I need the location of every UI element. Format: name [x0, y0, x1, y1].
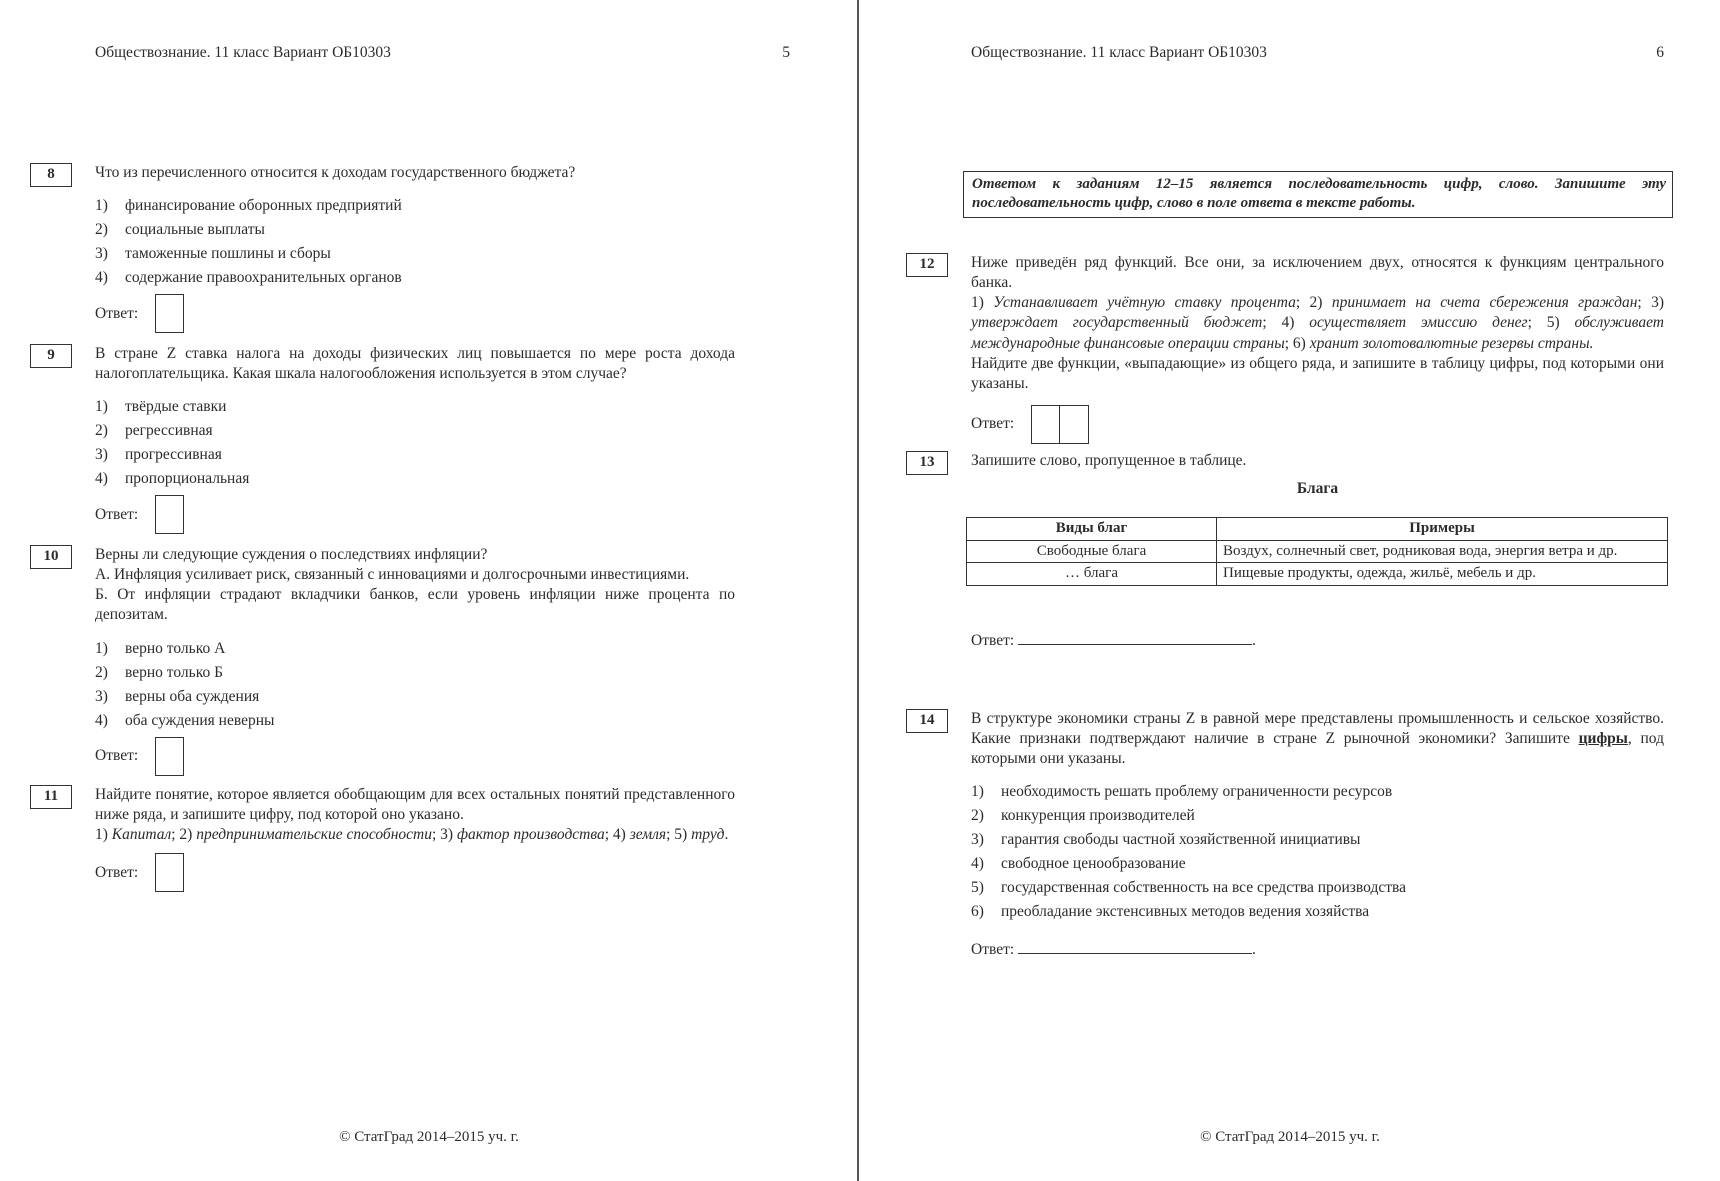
table-title: Блага	[1296, 480, 1339, 498]
task-number: 13	[906, 451, 948, 475]
option: 3) прогрессивная	[95, 446, 222, 464]
table-row	[967, 563, 1668, 586]
task-14	[919, 709, 1664, 961]
answer-box[interactable]	[155, 853, 184, 892]
page-footer: © СтатГрад 2014–2015 уч. г.	[339, 1129, 519, 1145]
answer-label: Ответ:	[95, 863, 139, 881]
instruction-note: Ответом к заданиям 12–15 является последовательность цифр, слово. Запишите эту последовательность цифр, слово в поле ответа в тексте работы.	[963, 171, 1673, 218]
functions-list: 1) Устанавливает учётную ставку процента; 2) принимает на счета сбережения граждан; 3) утверждает государственный бюджет; 4) осуществляет эмиссию денег; 5) обслуживает международные финансовые операции страны; 6) хранит золотовалютные резервы страны.	[971, 294, 1665, 352]
answer-label: Ответ:	[971, 415, 1015, 433]
option: 6) преобладание экстенсивных методов ведения хозяйства	[971, 903, 1370, 921]
table-cell: Свободные блага	[967, 540, 1217, 563]
option: 4) свободное ценообразование	[971, 855, 1186, 873]
task-8	[47, 163, 735, 333]
option: 3) таможенные пошлины и сборы	[95, 245, 331, 263]
option: 1) твёрдые ставки	[95, 398, 227, 416]
table-row	[967, 540, 1668, 563]
page-header	[95, 43, 790, 63]
answer-row	[95, 495, 735, 534]
question-text: Что из перечисленного относится к доходам государственного бюджета?	[95, 164, 576, 181]
answer-label: Ответ:	[971, 941, 1015, 959]
page-number: 6	[1656, 44, 1664, 61]
answer-line[interactable]	[1018, 631, 1252, 645]
task-11	[43, 785, 735, 892]
concept-list: 1) Капитал; 2) предпринимательские способности; 3) фактор производства; 4) земля; 5) труд.	[95, 826, 729, 844]
page-divider	[857, 0, 859, 1181]
option: 3) верны оба суждения	[95, 687, 260, 705]
option: 1) верно только А	[95, 639, 226, 657]
option: 4) содержание правоохранительных органов	[95, 269, 402, 287]
answer-box-2[interactable]	[1060, 405, 1089, 444]
answer-row	[95, 853, 735, 892]
question-text: В стране Z ставка налога на доходы физических лиц повышается по мере роста дохода налогоплательщика. Какая шкала налогообложения используется в этом случае?	[95, 345, 735, 383]
answer-box[interactable]	[155, 737, 184, 776]
question-text: Найдите понятие, которое является обобщающим для всех остальных понятий представленного ниже ряда, и запишите цифру, под которой оно указано.	[95, 786, 735, 824]
answer-line[interactable]	[1018, 940, 1252, 954]
answer-label: Ответ:	[95, 746, 139, 764]
page-footer: © СтатГрад 2014–2015 уч. г.	[1200, 1129, 1380, 1145]
question-text: В структуре экономики страны Z в равной мере представлены промышленность и сельское хозяйство. Какие признаки подтверждают наличие в стране Z рыночной экономики? Запишите цифры, под которыми они указаны.	[971, 710, 1664, 768]
option: 5) государственная собственность на все средства производства	[971, 879, 1406, 897]
answer-label: Ответ:	[95, 304, 139, 322]
answer-box[interactable]	[155, 294, 184, 333]
question-text: Верны ли следующие суждения о последствиях инфляции?	[95, 546, 488, 563]
task-9	[47, 344, 735, 534]
goods-table	[966, 517, 1668, 586]
answer-label: Ответ:	[95, 505, 139, 523]
option: 4) оба суждения неверны	[95, 711, 275, 729]
option: 3) гарантия свободы частной хозяйственной инициативы	[971, 831, 1361, 849]
task-number: 9	[30, 344, 72, 368]
options-list	[95, 196, 735, 292]
task-12	[919, 253, 1665, 444]
statement-b: Б. От инфляции страдают вкладчики банков, если уровень инфляции ниже процента по депозитам.	[95, 586, 735, 624]
task-13	[919, 451, 1677, 651]
column-header: Примеры	[1217, 518, 1668, 541]
table-cell: … блага	[967, 563, 1217, 586]
options-list	[95, 639, 735, 735]
answer-label: Ответ:	[971, 631, 1015, 649]
answer-row: Ответ: .	[971, 941, 1256, 959]
answer-row	[971, 405, 1664, 444]
task-number: 11	[30, 785, 72, 809]
answer-row: Ответ: .	[971, 631, 1256, 649]
left-page	[0, 0, 858, 1181]
options-list	[971, 782, 1664, 926]
question-text: Ниже приведён ряд функций. Все они, за исключением двух, относятся к функциям центрального банка.	[971, 254, 1664, 292]
task-10	[43, 545, 735, 776]
statement-a: А. Инфляция усиливает риск, связанный с инновациями и долгосрочными инвестициями.	[95, 566, 690, 584]
options-list	[95, 397, 735, 493]
question-text: Запишите слово, пропущенное в таблице.	[971, 452, 1247, 469]
page-header	[971, 43, 1664, 63]
table-header-row	[967, 518, 1668, 541]
option: 2) регрессивная	[95, 422, 213, 440]
task-number: 10	[30, 545, 72, 569]
answer-row	[95, 737, 735, 776]
option: 4) пропорциональная	[95, 470, 250, 488]
right-page	[860, 0, 1720, 1181]
table-cell: Воздух, солнечный свет, родниковая вода, энергия ветра и др.	[1217, 540, 1668, 563]
option: 2) верно только Б	[95, 663, 223, 681]
answer-box-1[interactable]	[1031, 405, 1060, 444]
option: 1) финансирование оборонных предприятий	[95, 197, 402, 215]
page-number: 5	[782, 44, 790, 61]
answer-box[interactable]	[155, 495, 184, 534]
task-number: 14	[906, 709, 948, 733]
table-cell: Пищевые продукты, одежда, жильё, мебель и др.	[1217, 563, 1668, 586]
task-number: 12	[906, 253, 948, 277]
column-header: Виды благ	[967, 518, 1217, 541]
instruction-text: Найдите две функции, «выпадающие» из общего ряда, и запишите в таблицу цифры, под которыми они указаны.	[971, 354, 1664, 392]
option: 2) конкуренция производителей	[971, 807, 1195, 825]
option: 2) социальные выплаты	[95, 221, 265, 239]
answer-row	[95, 294, 735, 333]
task-number: 8	[30, 163, 72, 187]
option: 1) необходимость решать проблему ограниченности ресурсов	[971, 783, 1393, 801]
header-title: Обществознание. 11 класс Вариант ОБ10303	[971, 44, 1267, 61]
header-title: Обществознание. 11 класс Вариант ОБ10303	[95, 44, 391, 61]
